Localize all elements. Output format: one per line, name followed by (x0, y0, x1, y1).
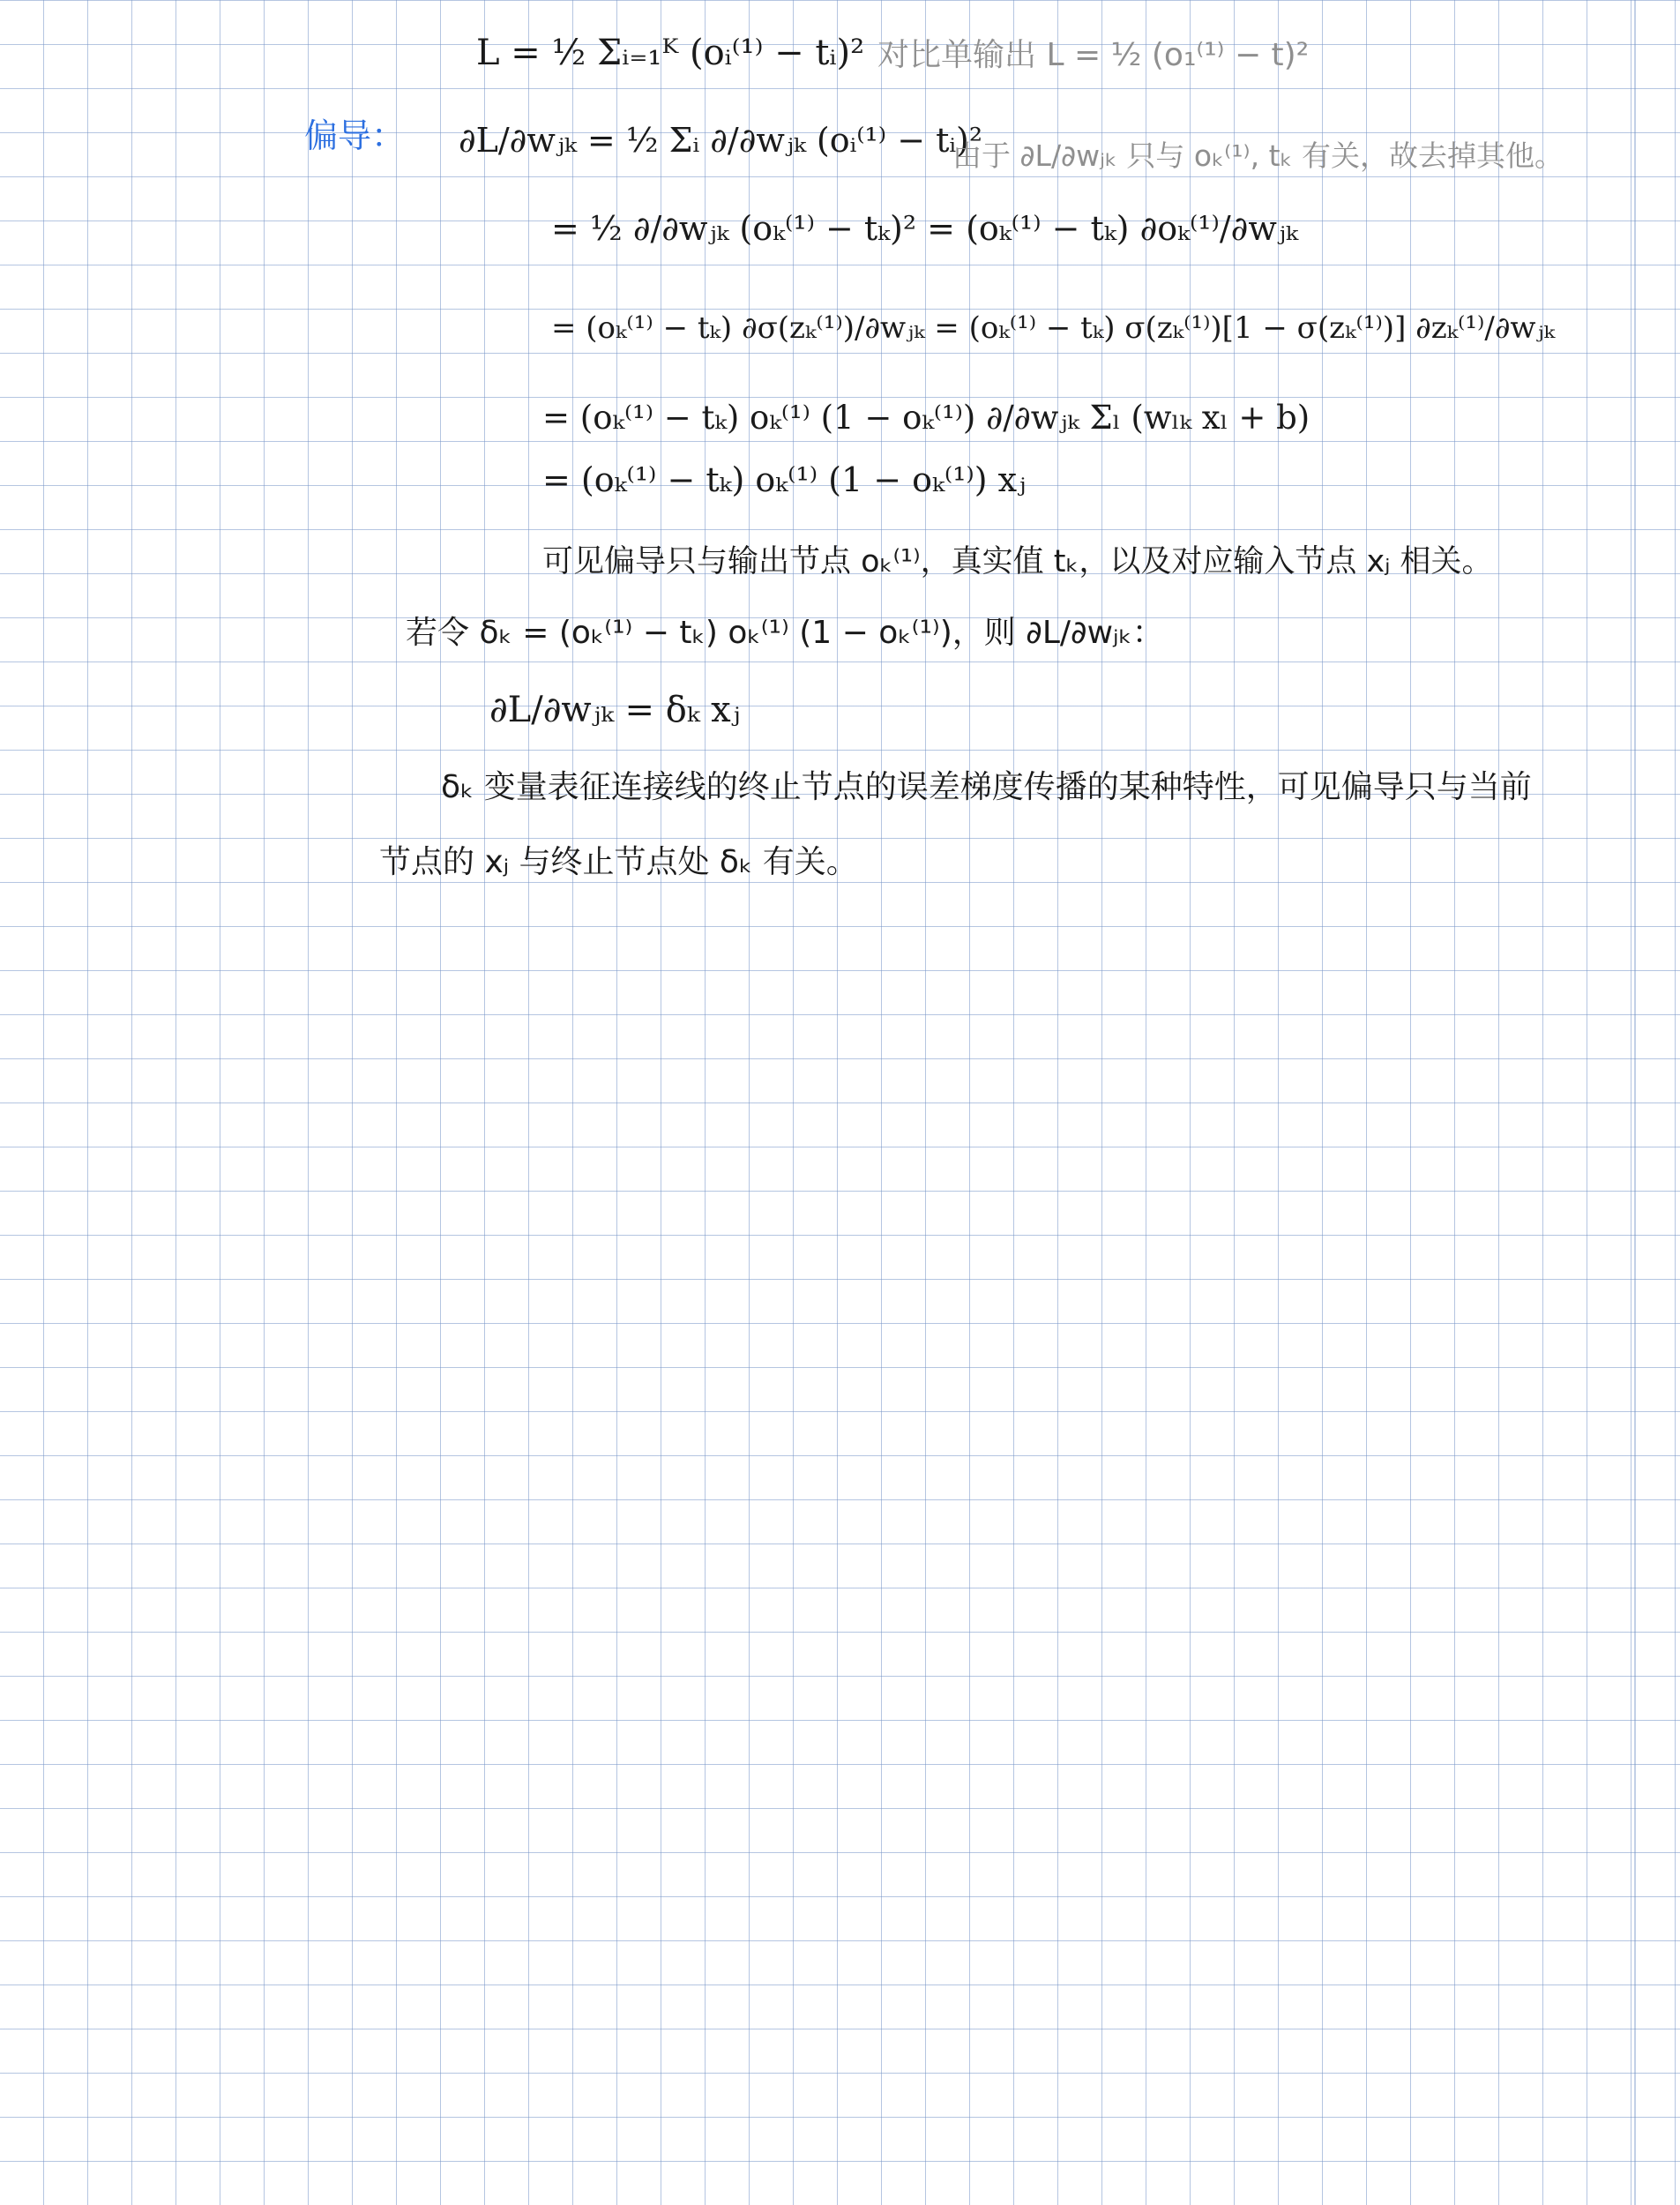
delta-definition: 若令 δₖ = (oₖ⁽¹⁾ − tₖ) oₖ⁽¹⁾ (1 − oₖ⁽¹⁾)，则 ∂L/∂wⱼₖ： (406, 615, 1164, 651)
single-output-comparison: 对比单输出 L = ½ (o₁⁽¹⁾ − t)² (877, 37, 1310, 73)
derivation-step-1: ∂L/∂wⱼₖ = ½ Σᵢ ∂/∂wⱼₖ (oᵢ⁽¹⁾ − tᵢ)² (459, 121, 983, 160)
derivation-step-2: = ½ ∂/∂wⱼₖ (oₖ⁽¹⁾ − tₖ)² = (oₖ⁽¹⁾ − tₖ) ∂oₖ⁽¹⁾/∂wⱼₖ (551, 209, 1298, 248)
loss-definition: L = ½ Σᵢ₌₁ᴷ (oᵢ⁽¹⁾ − tᵢ)² (476, 33, 865, 73)
derivation-step-5: = (oₖ⁽¹⁾ − tₖ) oₖ⁽¹⁾ (1 − oₖ⁽¹⁾) xⱼ (542, 460, 1027, 499)
conclusion-line-2: 节点的 xⱼ 与终止节点处 δₖ 有关。 (379, 844, 858, 880)
observation-text: 可见偏导只与输出节点 oₖ⁽¹⁾，真实值 tₖ，以及对应输入节点 xⱼ 相关。 (542, 544, 1493, 579)
derivation-step-4: = (oₖ⁽¹⁾ − tₖ) oₖ⁽¹⁾ (1 − oₖ⁽¹⁾) ∂/∂wⱼₖ Σₗ (wₗₖ xₗ + b) (542, 399, 1310, 437)
conclusion-line-1: δₖ 变量表征连接线的终止节点的误差梯度传播的某种特性，可见偏导只与当前 (441, 769, 1532, 805)
partial-derivative-label: 偏导： (304, 116, 406, 155)
step-1-side-note: 由于 ∂L/∂wⱼₖ 只与 oₖ⁽¹⁾, tₖ 有关，故去掉其他。 (952, 138, 1564, 173)
derivation-step-3: = (oₖ⁽¹⁾ − tₖ) ∂σ(zₖ⁽¹⁾)/∂wⱼₖ = (oₖ⁽¹⁾ − tₖ) σ(zₖ⁽¹⁾)[1 − σ(zₖ⁽¹⁾)] ∂zₖ⁽¹⁾/∂wⱼₖ (551, 310, 1555, 346)
delta-result: ∂L/∂wⱼₖ = δₖ xⱼ (489, 690, 741, 730)
